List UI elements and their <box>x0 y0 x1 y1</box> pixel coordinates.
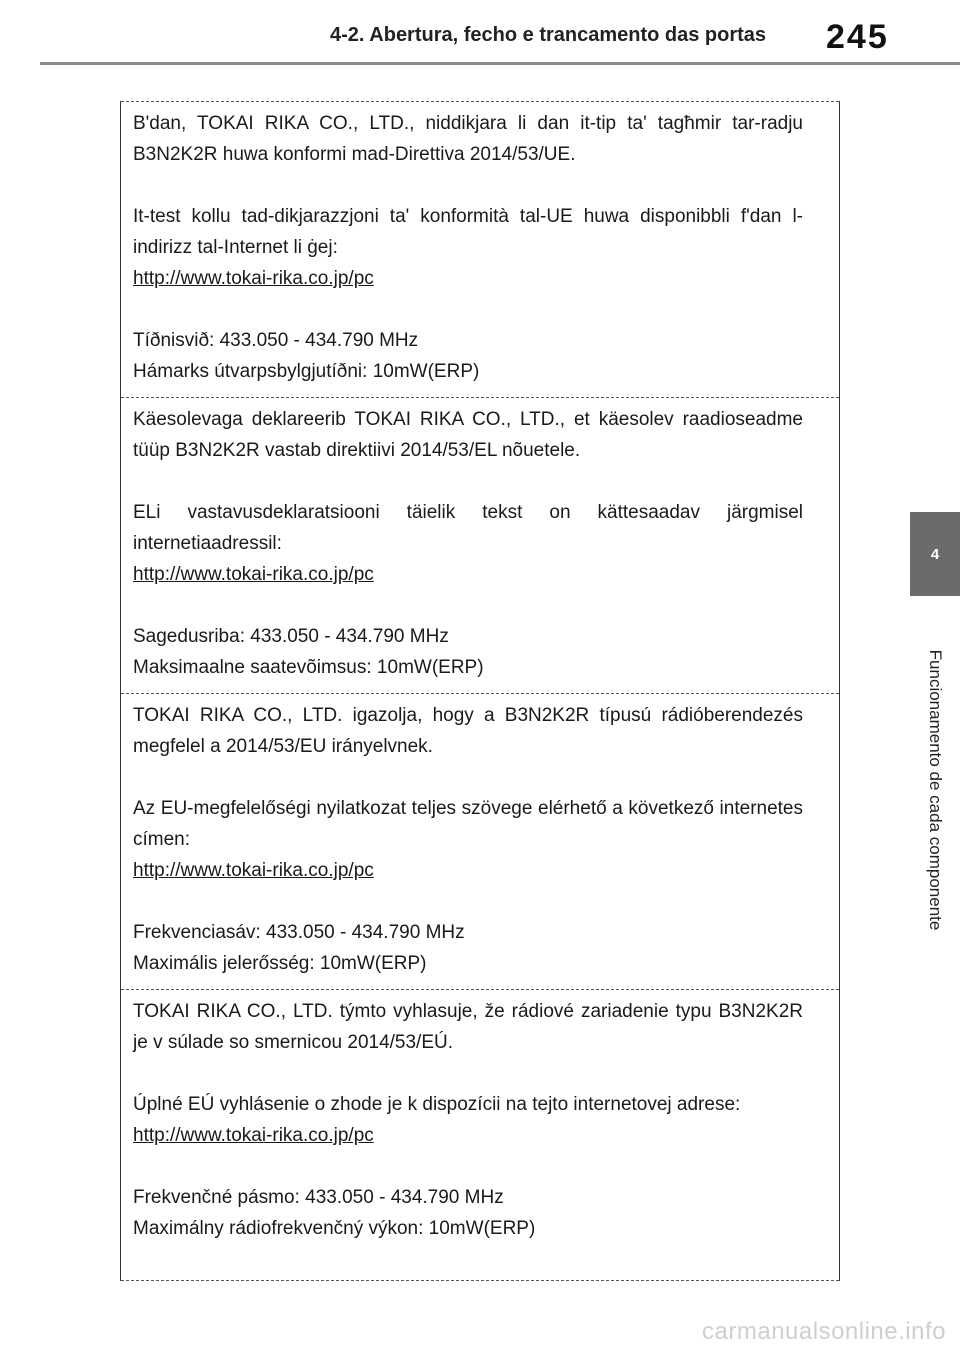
notice-url-link[interactable]: http://www.tokai-rika.co.jp/pc <box>133 268 374 289</box>
notice-slovak <box>121 989 839 1281</box>
chapter-number: 4 <box>930 545 940 563</box>
notice-power: Maximálny rádiofrekvenčný výkon: 10mW(ERP) <box>133 1218 536 1239</box>
notice-frequency: Frekvenciasáv: 433.050 - 434.790 MHz <box>133 922 465 943</box>
notice-availability: Úplné EÚ vyhlásenie o zhode je k dispozícii na tejto internetovej adrese: <box>133 1094 741 1115</box>
notice-frequency: Frekvenčné pásmo: 433.050 - 434.790 MHz <box>133 1187 504 1208</box>
header-divider <box>40 62 960 65</box>
notice-power: Maksimaalne saatevõimsus: 10mW(ERP) <box>133 657 484 678</box>
notice-hungarian <box>121 693 839 989</box>
notice-availability: It-test kollu tad-dikjarazzjoni ta' konformità tal-UE huwa disponibbli f'dan l-indirizz tal-Internet li ġej: <box>133 206 803 258</box>
notice-url-link[interactable]: http://www.tokai-rika.co.jp/pc <box>133 564 374 585</box>
notice-maltese <box>121 101 839 397</box>
page-number: 245 <box>826 18 889 56</box>
notice-availability: ELi vastavusdeklaratsiooni täielik tekst on kättesaadav järgmisel internetiaadressil: <box>133 502 803 554</box>
notice-power: Maximális jelerősség: 10mW(ERP) <box>133 953 427 974</box>
notice-url-link[interactable]: http://www.tokai-rika.co.jp/pc <box>133 1125 374 1146</box>
notice-frequency: Tíðnisvið: 433.050 - 434.790 MHz <box>133 330 419 351</box>
notice-declaration: TOKAI RIKA CO., LTD. igazolja, hogy a B3N2K2R típusú rádióberendezés megfelel a 2014/53/EU irányelvnek. <box>133 705 803 757</box>
notice-declaration: TOKAI RIKA CO., LTD. týmto vyhlasuje, že rádiové zariadenie typu B3N2K2R je v súlade so smernicou 2014/53/EÚ. <box>133 1001 803 1053</box>
chapter-tab <box>910 512 960 596</box>
notice-power: Hámarks útvarpsbylgjutíðni: 10mW(ERP) <box>133 361 480 382</box>
section-title: 4-2. Abertura, fecho e trancamento das portas <box>330 24 767 46</box>
notice-url-link[interactable]: http://www.tokai-rika.co.jp/pc <box>133 860 374 881</box>
compliance-notice-box <box>120 101 840 1281</box>
notice-frequency: Sagedusriba: 433.050 - 434.790 MHz <box>133 626 449 647</box>
chapter-label: Funcionamento de cada componente <box>926 649 945 931</box>
notice-declaration: Käesolevaga deklareerib TOKAI RIKA CO., LTD., et käesolev raadioseadme tüüp B3N2K2R vastab direktiivi 2014/53/EL nõuetele. <box>133 409 803 461</box>
notice-declaration: B'dan, TOKAI RIKA CO., LTD., niddikjara li dan it-tip ta' tagħmir tar-radju B3N2K2R huwa konformi mad-Direttiva 2014/53/UE. <box>133 113 803 165</box>
watermark: carmanualsonline.info <box>702 1318 946 1345</box>
notice-availability: Az EU-megfelelőségi nyilatkozat teljes szövege elérhető a következő internetes címen: <box>133 798 803 850</box>
notice-estonian <box>121 397 839 693</box>
